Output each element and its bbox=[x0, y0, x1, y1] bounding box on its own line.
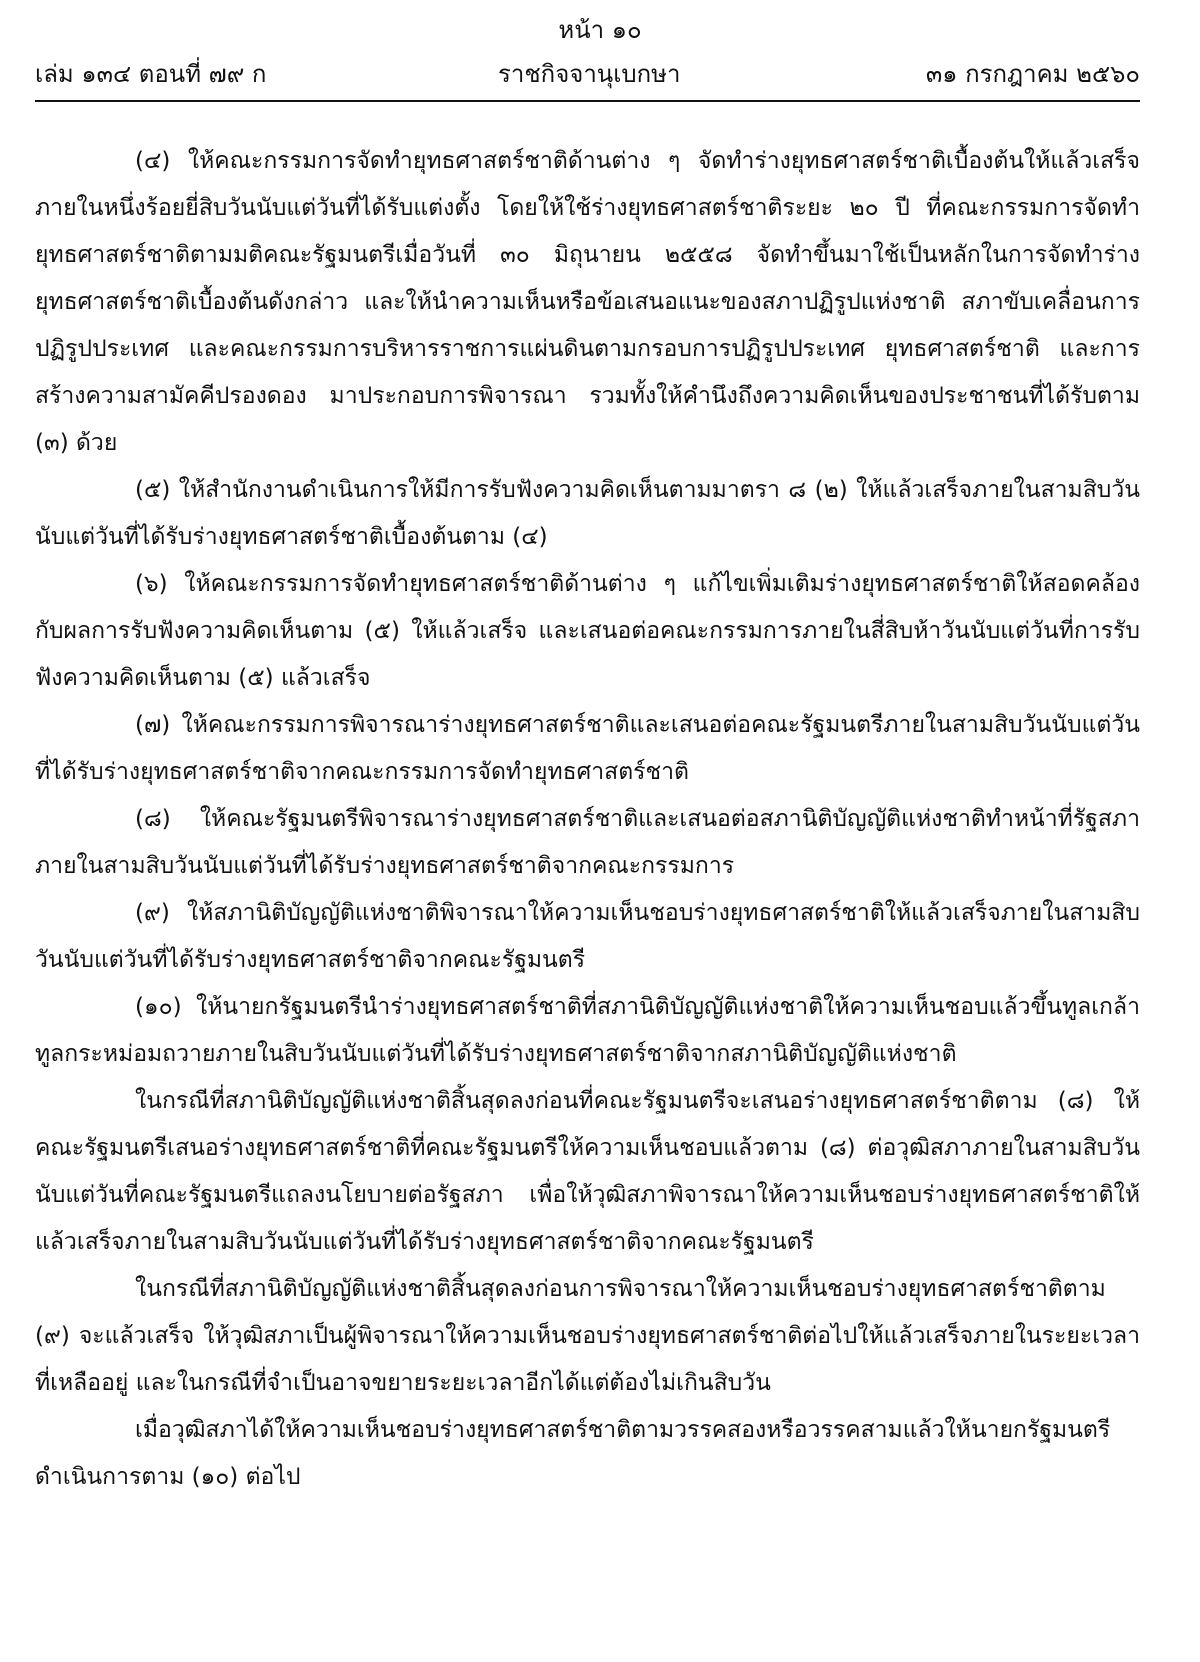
header-divider bbox=[35, 100, 1140, 102]
paragraph: ในกรณีที่สภานิติบัญญัติแห่งชาติสิ้นสุดลงก่อนที่คณะรัฐมนตรีจะเสนอร่างยุทธศาสตร์ชาติตาม (๘) ให้คณะรัฐมนตรีเสนอร่างยุทธศาสตร์ชาติที่คณะรัฐมนตรีให้ความเห็นชอบแล้วตาม (๘) ต่อวุฒิสภาภายในสามสิบวันนับแต่วันที่คณะรัฐมนตรีแถลงนโยบายต่อรัฐสภา เพื่อให้วุฒิสภาพิจารณาให้ความเห็นชอบร่างยุทธศาสตร์ชาติให้แล้วเสร็จภายในสามสิบวันนับแต่วันที่ได้รับร่างยุทธศาสตร์ชาติจากคณะรัฐมนตรี bbox=[35, 1088, 1140, 1255]
paragraph: (๑๐) ให้นายกรัฐมนตรีนำร่างยุทธศาสตร์ชาติที่สภานิติบัญญัติแห่งชาติให้ความเห็นชอบแล้วขึ้นทูลเกล้าทูลกระหม่อมถวายภายในสิบวันนับแต่วันที่ได้รับร่างยุทธศาสตร์ชาติจากสภานิติบัญญัติแห่งชาติ bbox=[35, 994, 1140, 1067]
publication-date: ๓๑ กรกฎาคม ๒๕๖๐ bbox=[925, 60, 1140, 88]
paragraph: (๔) ให้คณะกรรมการจัดทำยุทธศาสตร์ชาติด้านต่าง ๆ จัดทำร่างยุทธศาสตร์ชาติเบื้องต้นให้แล้วเสร็จภายในหนึ่งร้อยยี่สิบวันนับแต่วันที่ได้รับแต่งตั้ง โดยให้ใช้ร่างยุทธศาสตร์ชาติระยะ ๒๐ ปี ที่คณะกรรมการจัดทำยุทธศาสตร์ชาติตามมติคณะรัฐมนตรีเมื่อวันที่ ๓๐ มิถุนายน ๒๕๕๘ จัดทำขึ้นมาใช้เป็นหลักในการจัดทำร่างยุทธศาสตร์ชาติเบื้องต้นดังกล่าว และให้นำความเห็นหรือข้อเสนอแนะของสภาปฏิรูปแห่งชาติ สภาขับเคลื่อนการปฏิรูปประเทศ และคณะกรรมการบริหารราชการแผ่นดินตามกรอบการปฏิรูปประเทศ ยุทธศาสตร์ชาติ และการสร้างความสามัคคีปรองดอง มาประกอบการพิจารณา รวมทั้งให้คำนึงถึงความคิดเห็นของประชาชนที่ได้รับตาม (๓) ด้วย bbox=[35, 148, 1140, 456]
paragraph: (๖) ให้คณะกรรมการจัดทำยุทธศาสตร์ชาติด้านต่าง ๆ แก้ไขเพิ่มเติมร่างยุทธศาสตร์ชาติให้สอดคล้องกับผลการรับฟังความคิดเห็นตาม (๕) ให้แล้วเสร็จ และเสนอต่อคณะกรรมการภายในสี่สิบห้าวันนับแต่วันที่การรับฟังความคิดเห็นตาม (๕) แล้วเสร็จ bbox=[35, 571, 1140, 691]
paragraph: (๗) ให้คณะกรรมการพิจารณาร่างยุทธศาสตร์ชาติและเสนอต่อคณะรัฐมนตรีภายในสามสิบวันนับแต่วันที่ได้รับร่างยุทธศาสตร์ชาติจากคณะกรรมการจัดทำยุทธศาสตร์ชาติ bbox=[35, 712, 1140, 785]
paragraph: ในกรณีที่สภานิติบัญญัติแห่งชาติสิ้นสุดลงก่อนการพิจารณาให้ความเห็นชอบร่างยุทธศาสตร์ชาติตาม (๙) จะแล้วเสร็จ ให้วุฒิสภาเป็นผู้พิจารณาให้ความเห็นชอบร่างยุทธศาสตร์ชาติต่อไปให้แล้วเสร็จภายในระยะเวลาที่เหลืออยู่ และในกรณีที่จำเป็นอาจขยายระยะเวลาอีกได้แต่ต้องไม่เกินสิบวัน bbox=[35, 1276, 1140, 1396]
paragraph: (๘) ให้คณะรัฐมนตรีพิจารณาร่างยุทธศาสตร์ชาติและเสนอต่อสภานิติบัญญัติแห่งชาติทำหน้าที่รัฐสภาภายในสามสิบวันนับแต่วันที่ได้รับร่างยุทธศาสตร์ชาติจากคณะกรรมการ bbox=[35, 806, 1140, 879]
paragraph: (๙) ให้สภานิติบัญญัติแห่งชาติพิจารณาให้ความเห็นชอบร่างยุทธศาสตร์ชาติให้แล้วเสร็จภายในสามสิบวันนับแต่วันที่ได้รับร่างยุทธศาสตร์ชาติจากคณะรัฐมนตรี bbox=[35, 900, 1140, 973]
gazette-header bbox=[35, 56, 1140, 92]
issue-info: เล่ม ๑๓๔ ตอนที่ ๗๙ ก bbox=[35, 60, 267, 88]
paragraph: (๕) ให้สำนักงานดำเนินการให้มีการรับฟังความคิดเห็นตามมาตรา ๘ (๒) ให้แล้วเสร็จภายในสามสิบวันนับแต่วันที่ได้รับร่างยุทธศาสตร์ชาติเบื้องต้นตาม (๔) bbox=[35, 477, 1140, 550]
page-number: หน้า ๑๐ bbox=[558, 16, 642, 44]
publication-title: ราชกิจจานุเบกษา bbox=[498, 60, 681, 88]
paragraph: เมื่อวุฒิสภาได้ให้ความเห็นชอบร่างยุทธศาสตร์ชาติตามวรรคสองหรือวรรคสามแล้วให้นายกรัฐมนตรีดำเนินการตาม (๑๐) ต่อไป bbox=[35, 1417, 1111, 1490]
document-body bbox=[35, 138, 1140, 1501]
